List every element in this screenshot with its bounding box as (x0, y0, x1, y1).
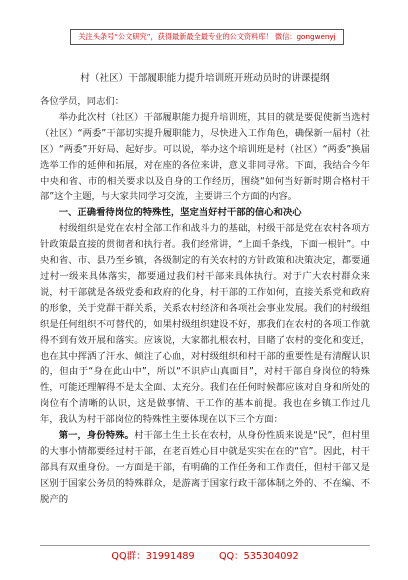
paragraph-body-2 (40, 428, 370, 508)
paragraph-body-1: 村级组织是党在农村全部工作和战斗力的基础，村级干部是党在农村各项方针政策最直接的贯彻者和执行者。我们经常讲，“上面千条线，下面一根针”。中央和省、市、县乃至乡镇，各级制定的有关农村的方针政策和决策决定，都要通过村一级来具体落实，都要通过我们村干部来具体执行。对于广大农村群众来说，村干部就是各级党委和政府的化身，村干部的工作如何，直接关系党和政府的形象，关于党群干群关系，关系农村经济和各项社会事业发展。我们的村级组织是任何组织不可替代的，如果村级组织建设不好，那我们在农村的各项工作就得不到有效开展和落实。应该说，大家都扎根农村，目睹了农村的变化和变迁，也在其中挥洒了汗水、倾注了心血，对村级组织和村干部的重要性是有清醒认识的，但由于“身在此山中”，所以“不识庐山真面目”，对村干部自身岗位的特殊性，可能还理解得不是太全面、太充分。我们在任何时候都应该对自身和所处的岗位有个清晰的认识，这是做事情、干工作的基本前提。我也在乡镇工作过几年，我认为村干部岗位的特殊性主要体现在以下三个方面： (40, 223, 370, 426)
document-title: 村（社区）干部履职能力提升培训班开班动员时的讲课提纲 (80, 73, 330, 84)
footer-contact: QQ群：31991489 QQ：535304092 (111, 551, 299, 562)
document-body (40, 94, 370, 508)
greeting: 各位学员，同志们： (40, 96, 125, 107)
paragraph-text: 村干部土生土长在农村，从身份性质来说是“民”，但村里的大事小情都要经过村干部，在老百姓心目中就是实实在在的“官”。因此，村干部具有双重身份。一方面是干部，有明确的工作任务和工作责任，但村干部又是区别于国家公务员的特殊群众，是游离于国家行政干部体制之外的、不在编、不脱产的 (40, 430, 370, 505)
promo-banner: 关注头条号“公文研究”，获得最新最全最专业的公文资料库！ 微信：gongwenyj (70, 29, 344, 45)
paragraph-intro: 举办此次村（社区）干部履职能力提升培训班，其目的就是要促使新当选村（社区）“两委”干部切实提升履职能力，尽快进入工作角色，确保新一届村（社区）“两委”开好局、起好步。可以说，举办这个培训班是村（社区）“两委”换届选举工作的延伸和拓展，对在座的各位来讲，意义非同寻常。下面，我结合今年中央和省、市的相关要求以及自身的工作经历，围绕“如何当好新时期合格村干部”这个主题，与大家共同学习交流，主要讲三个方面的内容。 (40, 111, 370, 203)
footer-divider (40, 545, 370, 546)
paragraph-lead: 第一，身份特殊。 (58, 430, 135, 442)
section-heading-1: 一、正确看待岗位的特殊性，坚定当好村干部的信心和决心 (58, 207, 302, 219)
